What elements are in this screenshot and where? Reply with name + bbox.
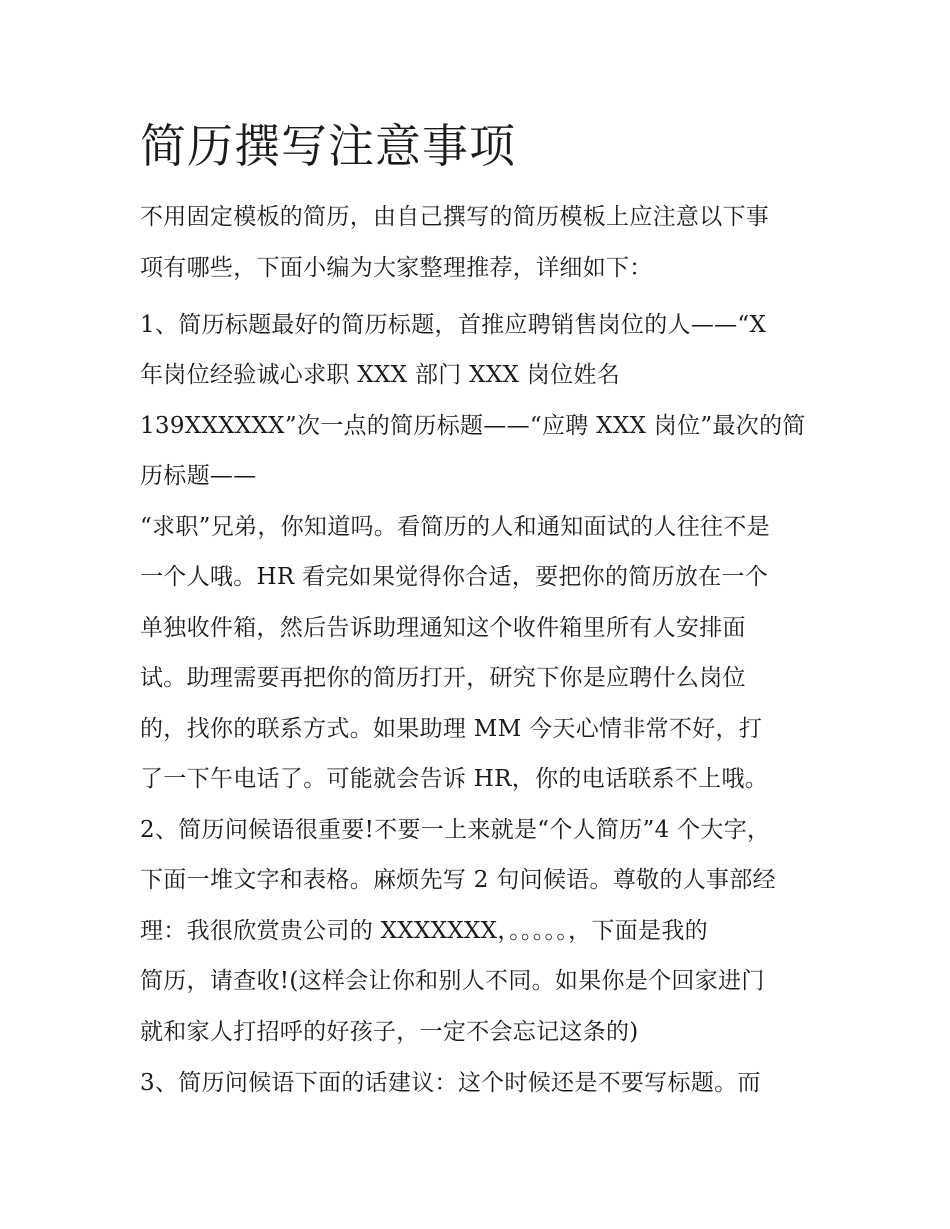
body-line: 3、简历问候语下面的话建议：这个时候还是不要写标题。而 <box>140 1070 761 1096</box>
body-line: 简历，请查收!(这样会让你和别人不同。如果你是个回家进门 <box>140 968 765 994</box>
body-line: 下面一堆文字和表格。麻烦先写 2 句问候语。尊敬的人事部经 <box>140 867 776 893</box>
body-line: 不用固定模板的简历，由自己撰写的简历模板上应注意以下事 <box>140 204 770 230</box>
body-line: 一个人哦。HR 看完如果觉得你合适，要把你的简历放在一个 <box>140 564 769 590</box>
body-line: 历标题—— <box>140 463 257 489</box>
document-title: 简历撰写注意事项 <box>140 119 516 173</box>
body-line: 年岗位经验诚心求职 XXX 部门 XXX 岗位姓名 <box>140 362 620 388</box>
body-line: 就和家人打招呼的好孩子，一定不会忘记这条的) <box>140 1019 639 1045</box>
body-line: 2、简历问候语很重要!不要一上来就是“个人简历”4 个大字， <box>140 817 771 843</box>
body-line: 理：我很欣赏贵公司的 XXXXXXX，。。。。。，下面是我的 <box>140 918 708 944</box>
body-line: 139XXXXXX”次一点的简历标题——“应聘 XXX 岗位”最次的简 <box>140 413 806 439</box>
body-line: 的，找你的联系方式。如果助理 MM 今天心情非常不好，打 <box>140 716 763 742</box>
body-line: 单独收件箱，然后告诉助理通知这个收件箱里所有人安排面 <box>140 615 746 641</box>
body-line: “求职”兄弟，你知道吗。看简历的人和通知面试的人往往不是 <box>140 514 770 540</box>
body-line: 试。助理需要再把你的简历打开，研究下你是应聘什么岗位 <box>140 665 746 691</box>
body-line: 1、简历标题最好的简历标题，首推应聘销售岗位的人——“X <box>140 312 767 338</box>
body-line: 项有哪些，下面小编为大家整理推荐，详细如下： <box>140 255 653 281</box>
body-line: 了一下午电话了。可能就会告诉 HR，你的电话联系不上哦。 <box>140 766 769 792</box>
